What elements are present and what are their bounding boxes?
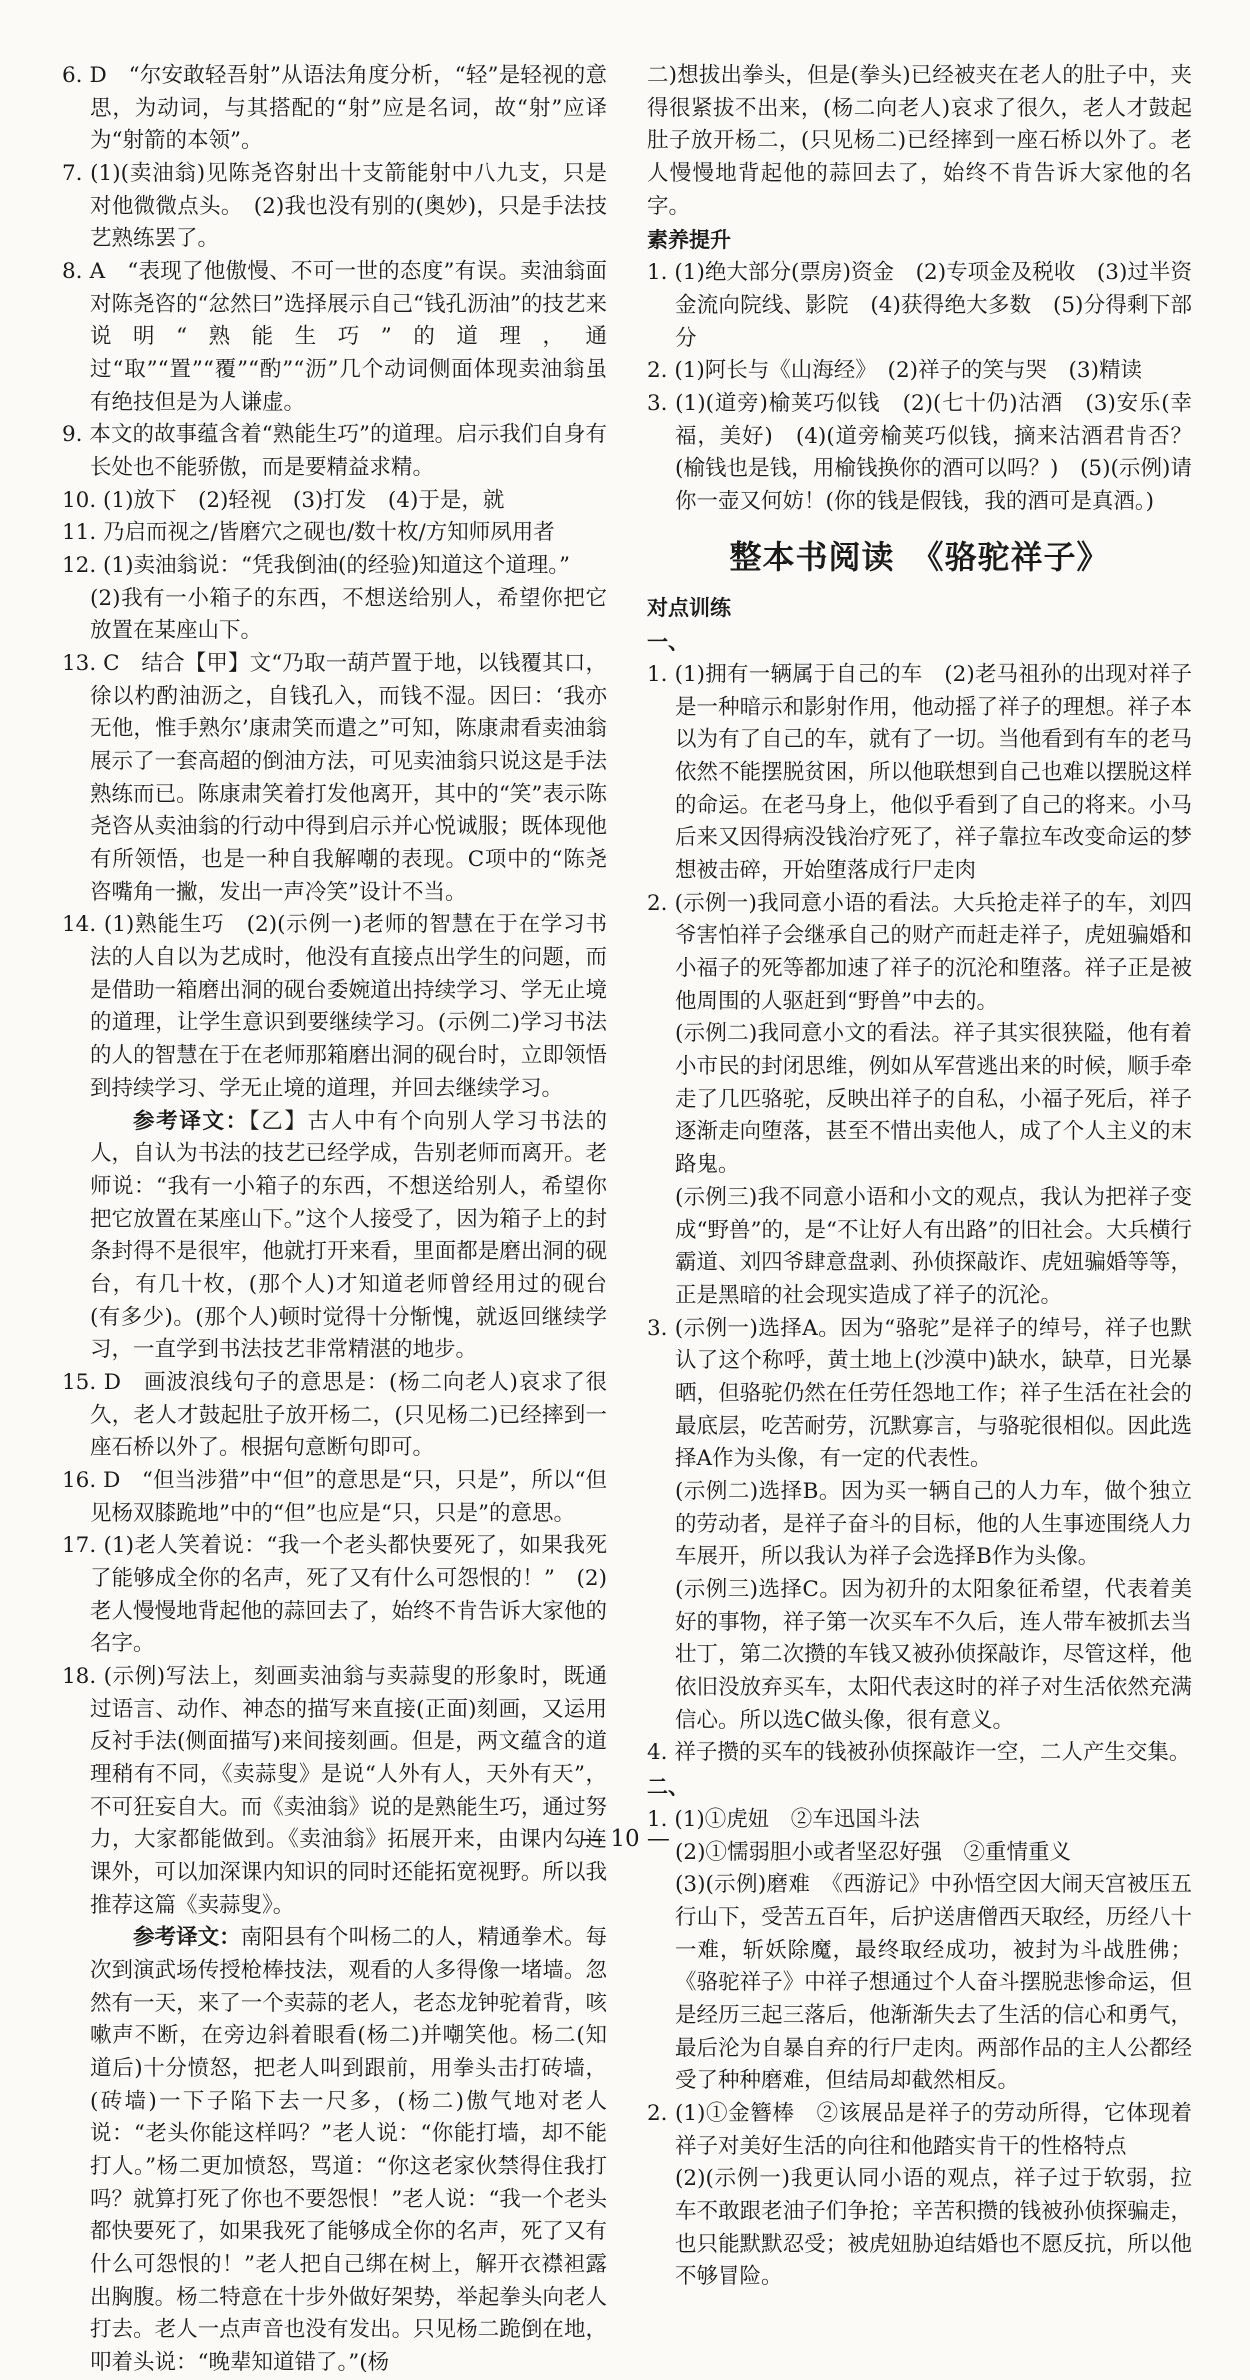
answer-item: 12. (1)卖油翁说：“凭我倒油(的经验)知道这个道理。” <box>62 553 570 579</box>
answer-item: 11. 乃启而视之/皆磨穴之砚也/数十枚/方知师夙用者 <box>62 520 555 546</box>
answer-item: 4. 祥子攒的买车的钱被孙侦探敲诈一空，二人产生交集。 <box>647 1740 1191 1766</box>
translation-text: 【乙】古人中有个向别人学习书法的人，自认为书法的技艺已经学成，告别老师而离开。老师说：“我有一小箱子的东西，不想送给别人，希望你把它放置在某座山下。”这个人接受了，因为箱子上的封条封得不是很牢，他就打开来看，里面都是磨出洞的砚台，有几十枚，(那个人)才知道老师曾经用过的砚台(有多少)。(那个人)顿时觉得十分惭愧，就返回继续学习，一直学到书法技艺非常精湛的地步。 <box>90 1108 607 1363</box>
answer-paragraph: (3)(示例)磨难 《西游记》中孙悟空因大闹天宫被压五行山下，受苦五百年，后护送唐僧西天取经，历经八十一难，斩妖除魔，最终取经成功，被封为斗战胜佛；《骆驼祥子》中祥子想通过个人奋斗摆脱悲惨命运，但是经历三起三落后，他渐渐失去了生活的信心和勇气，最后沦为自暴自弃的行尸走肉。两部作品的主人公都经受了种种磨难，但结局却截然相反。 <box>675 1872 1192 2094</box>
answer-item: 8. A “表现了他傲慢、不可一世的态度”有误。卖油翁面对陈尧咨的“忿然曰”选择展示自己“钱孔沥油”的技艺来说明“熟能生巧”的道理，通过“取”“置”“覆”“酌”“沥”几个动词侧面体现卖油翁虽有绝技但是为人谦虚。 <box>62 259 607 415</box>
answer-item: 9. 本文的故事蕴含着“熟能生巧”的道理。启示我们自身有长处也不能骄傲，而是要精益求精。 <box>62 422 607 481</box>
reference-translation <box>62 1106 607 1367</box>
answer-item: 3. (1)(道旁)榆荚巧似钱 (2)(七十仍)沽酒 (3)安乐(幸福，美好) (4)(道旁榆荚巧似钱，摘来沽酒君肯否？(榆钱也是钱，用榆钱换你的酒可以吗？) (5)(示例)请你一壶又何妨！(你的钱是假钱，我的酒可是真酒。) <box>647 390 1192 514</box>
answer-item: 2. (1)①金簪棒 ②该展品是祥子的劳动所得，它体现着祥子对美好生活的向往和他踏实肯干的性格特点 <box>647 2100 1192 2159</box>
answer-item: 13. C 结合【甲】文“乃取一葫芦置于地，以钱覆其口，徐以杓酌油沥之，自钱孔入，而钱不湿。因曰：‘我亦无他，惟手熟尔’康肃笑而遣之”可知，陈康肃看卖油翁展示了一套高超的倒油方法，可见卖油翁只说这是手法熟练而已。陈康肃笑着打发他离开，其中的“笑”表示陈尧咨从卖油翁的行动中得到启示并心悦诚服；既体现他有所领悟，也是一种自我解嘲的表现。C项中的“陈尧咨嘴角一撇，发出一声冷笑”设计不当。 <box>62 651 607 905</box>
answer-paragraph: (2)①懦弱胆小或者坚忍好强 ②重情重义 <box>675 1839 1071 1865</box>
answer-paragraph: 二)想拔出拳头，但是(拳头)已经被夹在老人的肚子中，夹得很紧拔不出来，(杨二向老人)哀求了很久，老人才鼓起肚子放开杨二，(只见杨二)已经摔到一座石桥以外了。老人慢慢地背起他的蒜回去了，始终不肯告诉大家他的名字。 <box>647 63 1192 219</box>
page-number: — 10 — <box>580 1826 670 1852</box>
answer-item: 15. D 画波浪线句子的意思是：(杨二向老人)哀求了很久，老人才鼓起肚子放开杨二，(只见杨二)已经摔到一座石桥以外了。根据句意断句即可。 <box>62 1369 607 1461</box>
section-heading: 素养提升 <box>647 228 731 253</box>
answer-paragraph: (示例二)我同意小文的看法。祥子其实很狭隘，他有着小市民的封闭思维，例如从军营逃出来的时候，顺手牵走了几匹骆驼，反映出祥子的自私，小福子死后，祥子逐渐走向堕落，甚至不惜出卖他人，成了个人主义的末路鬼。 <box>675 1021 1192 1178</box>
translation-label: 参考译文： <box>133 1108 249 1134</box>
answer-item: 14. (1)熟能生巧 (2)(示例一)老师的智慧在于在学习书法的人自以为艺成时，他没有直接点出学生的问题，而是借助一箱磨出洞的砚台委婉道出持续学习、学无止境的道理，让学生意识到要继续学习。(示例二)学习书法的人的智慧在于在老师那箱磨出洞的砚台时，立即领悟到持续学习、学无止境的道理，并回去继续学习。 <box>62 912 607 1101</box>
section-heading: 二、 <box>647 1774 689 1799</box>
answer-item: 1. (1)拥有一辆属于自己的车 (2)老马祖孙的出现对祥子是一种暗示和影射作用，他动摇了祥子的理想。祥子本以为有了自己的车，就有了一切。当他看到有车的老马依然不能摆脱贫困，所以他联想到自己也难以摆脱这样的命运。在老马身上，他似乎看到了自己的将来。小马后来又因得病没钱治疗死了，祥子靠拉车改变命运的梦想被击碎，开始堕落成行尸走肉 <box>647 662 1192 884</box>
right-column <box>647 60 1192 2294</box>
answer-item: 2. (示例一)我同意小语的看法。大兵抢走祥子的车，刘四爷害怕祥子会继承自己的财产而赶走祥子，虎妞骗婚和小福子的死等都加速了祥子的沉沦和堕落。祥子正是被他周围的人驱赶到“野兽”中去的。 <box>647 890 1192 1014</box>
section-heading: 一、 <box>647 630 689 655</box>
answer-paragraph: (示例二)选择B。因为买一辆自己的人力车，做个独立的劳动者，是祥子奋斗的目标，他的人生事迹围绕人力车展开，所以我认为祥子会选择B作为头像。 <box>675 1478 1192 1570</box>
answer-paragraph: (示例三)选择C。因为初升的太阳象征希望，代表着美好的事物，祥子第一次买车不久后，连人带车被抓去当壮丁，第二次攒的车钱又被孙侦探敲诈，尽管这样，他依旧没放弃买车，太阳代表这时的祥子对生活依然充满信心。所以选C做头像，很有意义。 <box>675 1576 1192 1733</box>
answer-item: 3. (示例一)选择A。因为“骆驼”是祥子的绰号，祥子也默认了这个称呼，黄土地上(沙漠中)缺水，缺草，日光暴晒，但骆驼仍然在任劳任怨地工作；祥子生活在社会的最底层，吃苦耐劳，沉默寡言，与骆驼很相似。因此选择A作为头像，有一定的代表性。 <box>647 1315 1192 1472</box>
answer-item: 10. (1)放下 (2)轻视 (3)打发 (4)于是，就 <box>62 487 505 513</box>
answer-item: 18. (示例)写法上，刻画卖油翁与卖蒜叟的形象时，既通过语言、动作、神态的描写来直接(正面)刻画，又运用反衬手法(侧面描写)来间接刻画。但是，两文蕴含的道理稍有不同，《卖蒜叟》是说“人外有人，天外有天”，不可狂妄自大。而《卖油翁》说的是熟能生巧，通过努力，大家都能做到。《卖油翁》拓展开来，由课内勾连课外，可以加深课内知识的同时还能拓宽视野。所以我推荐这篇《卖蒜叟》。 <box>62 1663 607 1918</box>
answer-item: 2. (1)阿长与《山海经》 (2)祥子的笑与哭 (3)精读 <box>647 358 1142 384</box>
section-heading: 对点训练 <box>647 596 731 621</box>
translation-text: 南阳县有个叫杨二的人，精通拳术。每次到演武场传授枪棒技法，观看的人多得像一堵墙。忽然有一天，来了一个卖蒜的老人，老态龙钟驼着背，咳嗽声不断，在旁边斜着眼看(杨二)并嘲笑他。杨二(知道后)十分愤怒，把老人叫到跟前，用拳头击打砖墙，(砖墙)一下子陷下去一尺多，(杨二)傲气地对老人说：“老头你能这样吗？”老人说：“你能打墙，却不能打人。”杨二更加愤怒，骂道：“你这老家伙禁得住我打吗？就算打死了你也不要怨恨！”老人说：“我一个老头都快要死了，如果我死了能够成全你的名声，死了又有什么可怨恨的！”老人把自己绑在树上，解开衣襟袒露出胸腹。杨二特意在十步外做好架势，举起拳头向老人打去。老人一点声音也没有发出。只见杨二跪倒在地，叩着头说：“晚辈知道错了。”(杨 <box>90 1925 607 2376</box>
section-title: 整本书阅读 《骆驼祥子》 <box>729 537 1110 576</box>
answer-paragraph: (2)我有一小箱子的东西，不想送给别人，希望你把它放置在某座山下。 <box>90 585 607 644</box>
translation-label: 参考译文： <box>133 1925 241 1951</box>
reference-translation <box>62 1922 607 2379</box>
answer-item: 17. (1)老人笑着说：“我一个老头都快要死了，如果我死了能够成全你的名声，死了又有什么可怨恨的！” (2)老人慢慢地背起他的蒜回去了，始终不肯告诉大家他的名字。 <box>62 1533 607 1657</box>
answer-item: 1. (1)①虎妞 ②车迅国斗法 <box>647 1806 920 1832</box>
answer-item: 7. (1)(卖油翁)见陈尧咨射出十支箭能射中八九支，只是对他微微点头。 (2)我也没有别的(奥妙)，只是手法技艺熟练罢了。 <box>62 161 607 252</box>
answer-item: 16. D “但当涉猎”中“但”的意思是“只，只是”，所以“但见杨双膝跪地”中的“但”也应是“只，只是”的意思。 <box>62 1467 607 1526</box>
left-column <box>62 60 607 2380</box>
answer-paragraph: (示例三)我不同意小语和小文的观点，我认为把祥子变成“野兽”的，是“不让好人有出路”的旧社会。大兵横行霸道、刘四爷肆意盘剥、孙侦探敲诈、虎妞骗婚等等，正是黑暗的社会现实造成了祥子的沉沦。 <box>675 1184 1192 1308</box>
answer-paragraph: (2)(示例一)我更认同小语的观点，祥子过于软弱，拉车不敢跟老油子们争抢；辛苦积攒的钱被孙侦探骗走，也只能默默忍受；被虎妞胁迫结婚也不愿反抗，所以他不够冒险。 <box>675 2166 1192 2290</box>
answer-item: 1. (1)绝大部分(票房)资金 (2)专项金及税收 (3)过半资金流向院线、影院 (4)获得绝大多数 (5)分得剩下部分 <box>647 260 1192 351</box>
answer-item: 6. D “尔安敢轻吾射”从语法角度分析，“轻”是轻视的意思，为动词，与其搭配的“射”应是名词，故“射”应译为“射箭的本领”。 <box>62 63 607 154</box>
